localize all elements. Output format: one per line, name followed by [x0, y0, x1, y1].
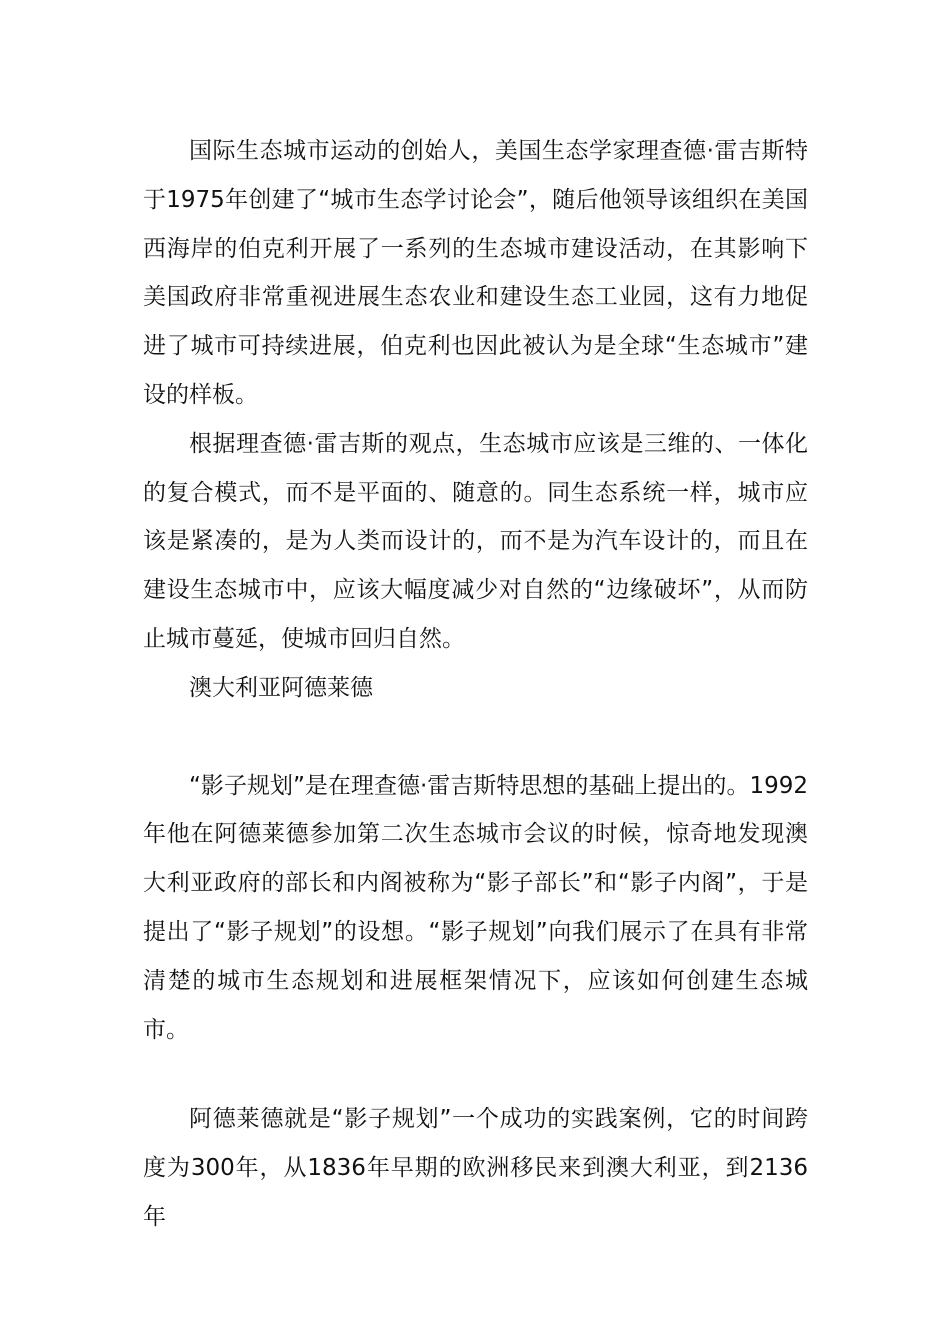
paragraph-2: 根据理查德·雷吉斯的观点，生态城市应该是三维的、一体化的复合模式，而不是平面的、随意的。同生态系统一样，城市应该是紧凑的，是为人类而设计的，而不是为汽车设计的，而且在建设生态城市中，应该大幅度减少对自然的“边缘破坏”，从而防止城市蔓延，使城市回归自然。: [143, 430, 808, 652]
paragraph-4: 阿德莱德就是“影子规划”一个成功的实践案例，它的时间跨度为300年，从1836年早期的欧洲移民来到澳大利亚，到2136年: [143, 1106, 808, 1230]
section-heading: 澳大利亚阿德莱德: [189, 674, 373, 701]
document-body: [143, 127, 808, 1242]
spacer: [143, 713, 808, 762]
spacer: [143, 1054, 808, 1095]
paragraph-3: “影子规划”是在理查德·雷吉斯特思想的基础上提出的。1992年他在阿德莱德参加第二次生态城市会议的时候，惊奇地发现澳大利亚政府的部长和内阁被称为“影子部长”和“影子内阁”，于是提出了“影子规划”的设想。“影子规划”向我们展示了在具有非常清楚的城市生态规划和进展框架情况下，应该如何创建生态城市。: [143, 772, 808, 1043]
paragraph-1: 国际生态城市运动的创始人，美国生态学家理查德·雷吉斯特于1975年创建了“城市生态学讨论会”，随后他领导该组织在美国西海岸的伯克利开展了一系列的生态城市建设活动，在其影响下美国政府非常重视进展生态农业和建设生态工业园，这有力地促进了城市可持续进展，伯克利也因此被认为是全球“生态城市”建设的样板。: [143, 138, 808, 408]
